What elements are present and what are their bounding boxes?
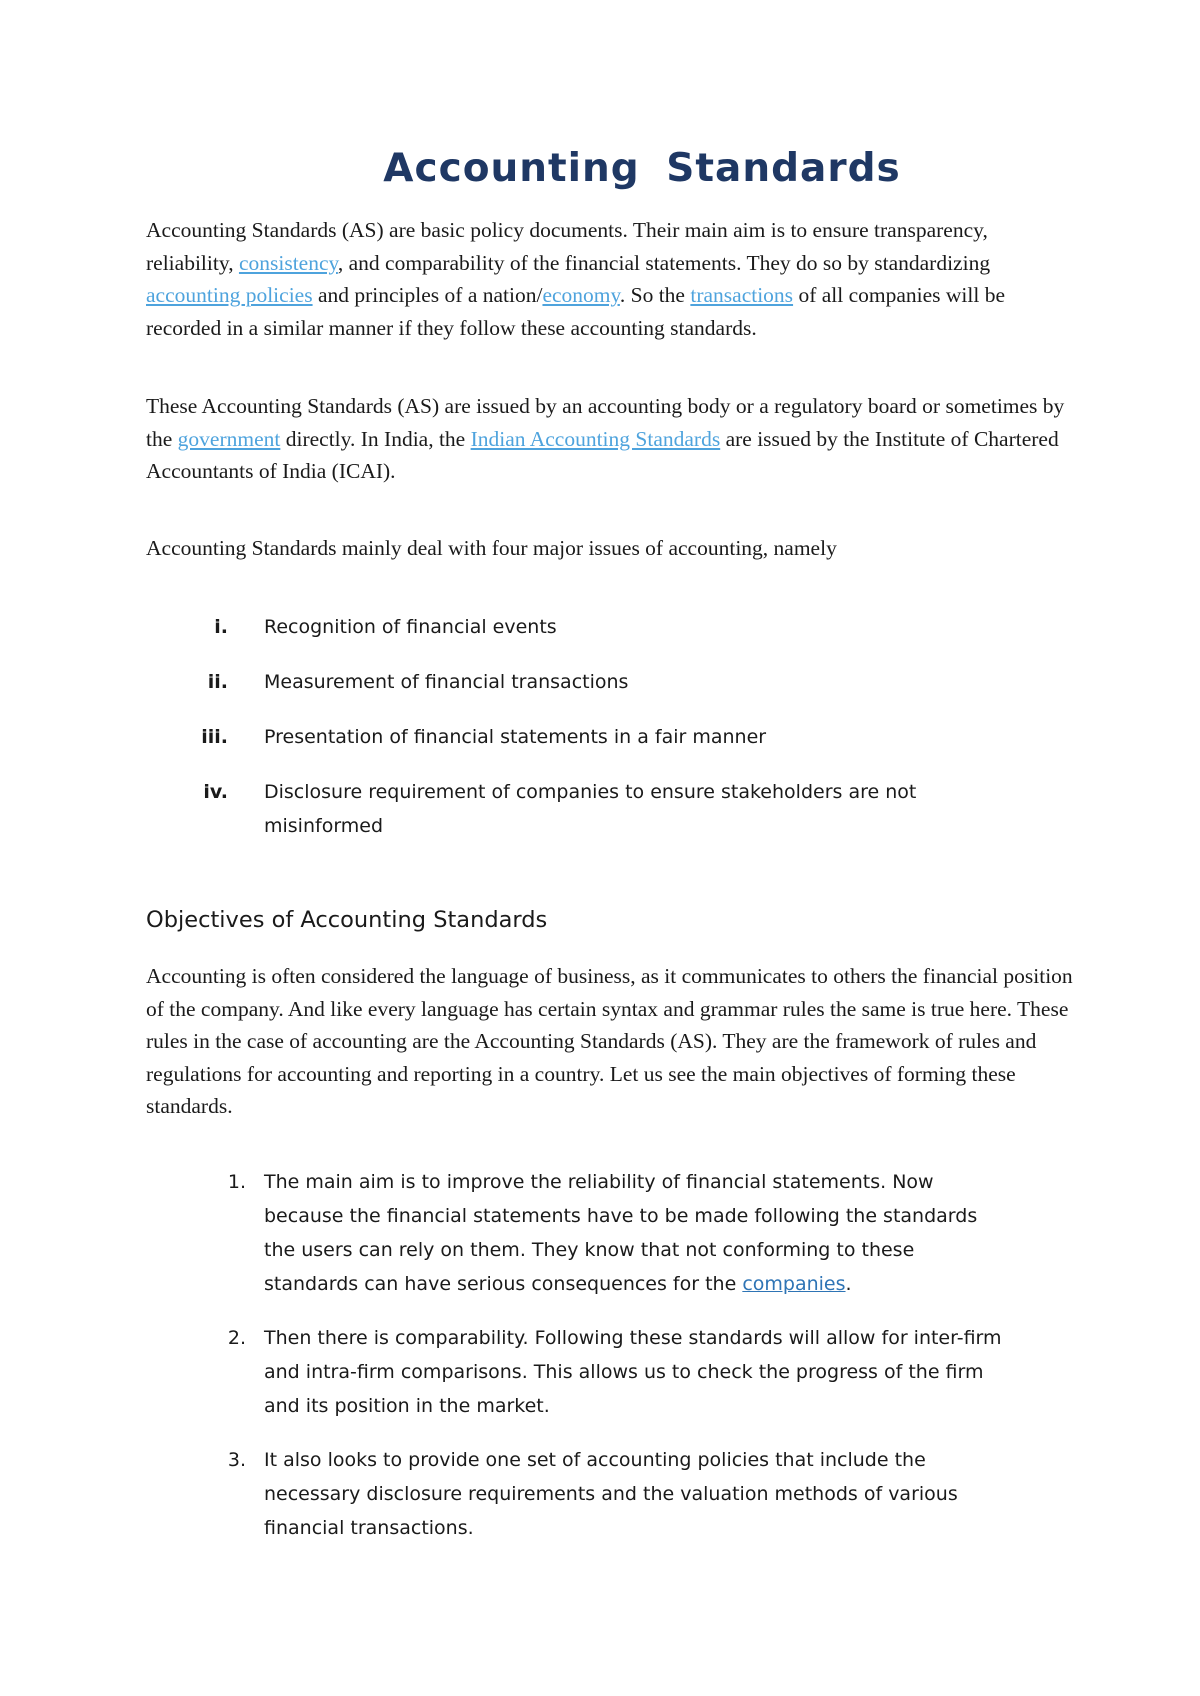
page-title: Accounting Standards bbox=[383, 146, 901, 191]
list-item: 1. The main aim is to improve the reliability of financial statements. Now because the financial statements have to be made following the standards the users can rely on them. They know that not conforming to these standards can have serious consequences for the companies. bbox=[227, 1171, 978, 1295]
link-transactions[interactable]: transactions bbox=[690, 283, 794, 307]
issues-intro-paragraph: Accounting Standards mainly deal with four major issues of accounting, namely bbox=[146, 536, 837, 560]
section-heading-objectives: Objectives of Accounting Standards bbox=[146, 907, 548, 933]
objectives-list bbox=[146, 1165, 1076, 1565]
link-economy[interactable]: economy bbox=[542, 283, 620, 307]
link-indian-accounting-standards[interactable]: Indian Accounting Standards bbox=[470, 426, 721, 451]
list-item: iii. Presentation of financial statements in a fair manner bbox=[201, 726, 767, 748]
list-item: iv. Disclosure requirement of companies to ensure stakeholders are not misinformed bbox=[203, 781, 917, 837]
link-accounting-policies[interactable]: accounting policies bbox=[146, 283, 313, 307]
link-government[interactable]: government bbox=[177, 426, 281, 451]
list-item: 2. Then there is comparability. Following these standards will allow for inter-firm and intra-firm comparisons. This allows us to check the progress of the firm and its position in the market. bbox=[227, 1327, 1002, 1417]
issuers-paragraph: These Accounting Standards (AS) are issued by an accounting body or a regulatory board or sometimes by the government directly. In India, the Indian Accounting Standards are issued by the Institute of Chartered Accountants of India (ICAI). bbox=[146, 394, 1065, 483]
link-consistency[interactable]: consistency bbox=[238, 250, 338, 275]
intro-paragraph: Accounting Standards (AS) are basic policy documents. Their main aim is to ensure transparency, reliability, consistency, and comparability of the financial statements. They do so by standardizing accounting policies and principles of a nation/economy. So the transactions of all companies will be recorded in a similar manner if they follow these accounting standards. bbox=[146, 218, 1006, 340]
list-item: 3. It also looks to provide one set of accounting policies that include the necessary disclosure requirements and the valuation methods of various financial transactions. bbox=[227, 1449, 958, 1539]
objectives-paragraph: Accounting is often considered the language of business, as it communicates to others the financial position of the company. And like every language has certain syntax and grammar rules the same is true here. These rules in the case of accounting are the Accounting Standards (AS). They are the framework of rules and regulations for accounting and reporting in a country. Let us see the main objectives of forming these standards. bbox=[146, 964, 1073, 1118]
issues-list bbox=[146, 610, 1076, 864]
list-item: ii. Measurement of financial transactions bbox=[207, 671, 629, 693]
link-companies[interactable]: companies bbox=[742, 1273, 846, 1295]
list-item: i. Recognition of financial events bbox=[214, 616, 557, 638]
